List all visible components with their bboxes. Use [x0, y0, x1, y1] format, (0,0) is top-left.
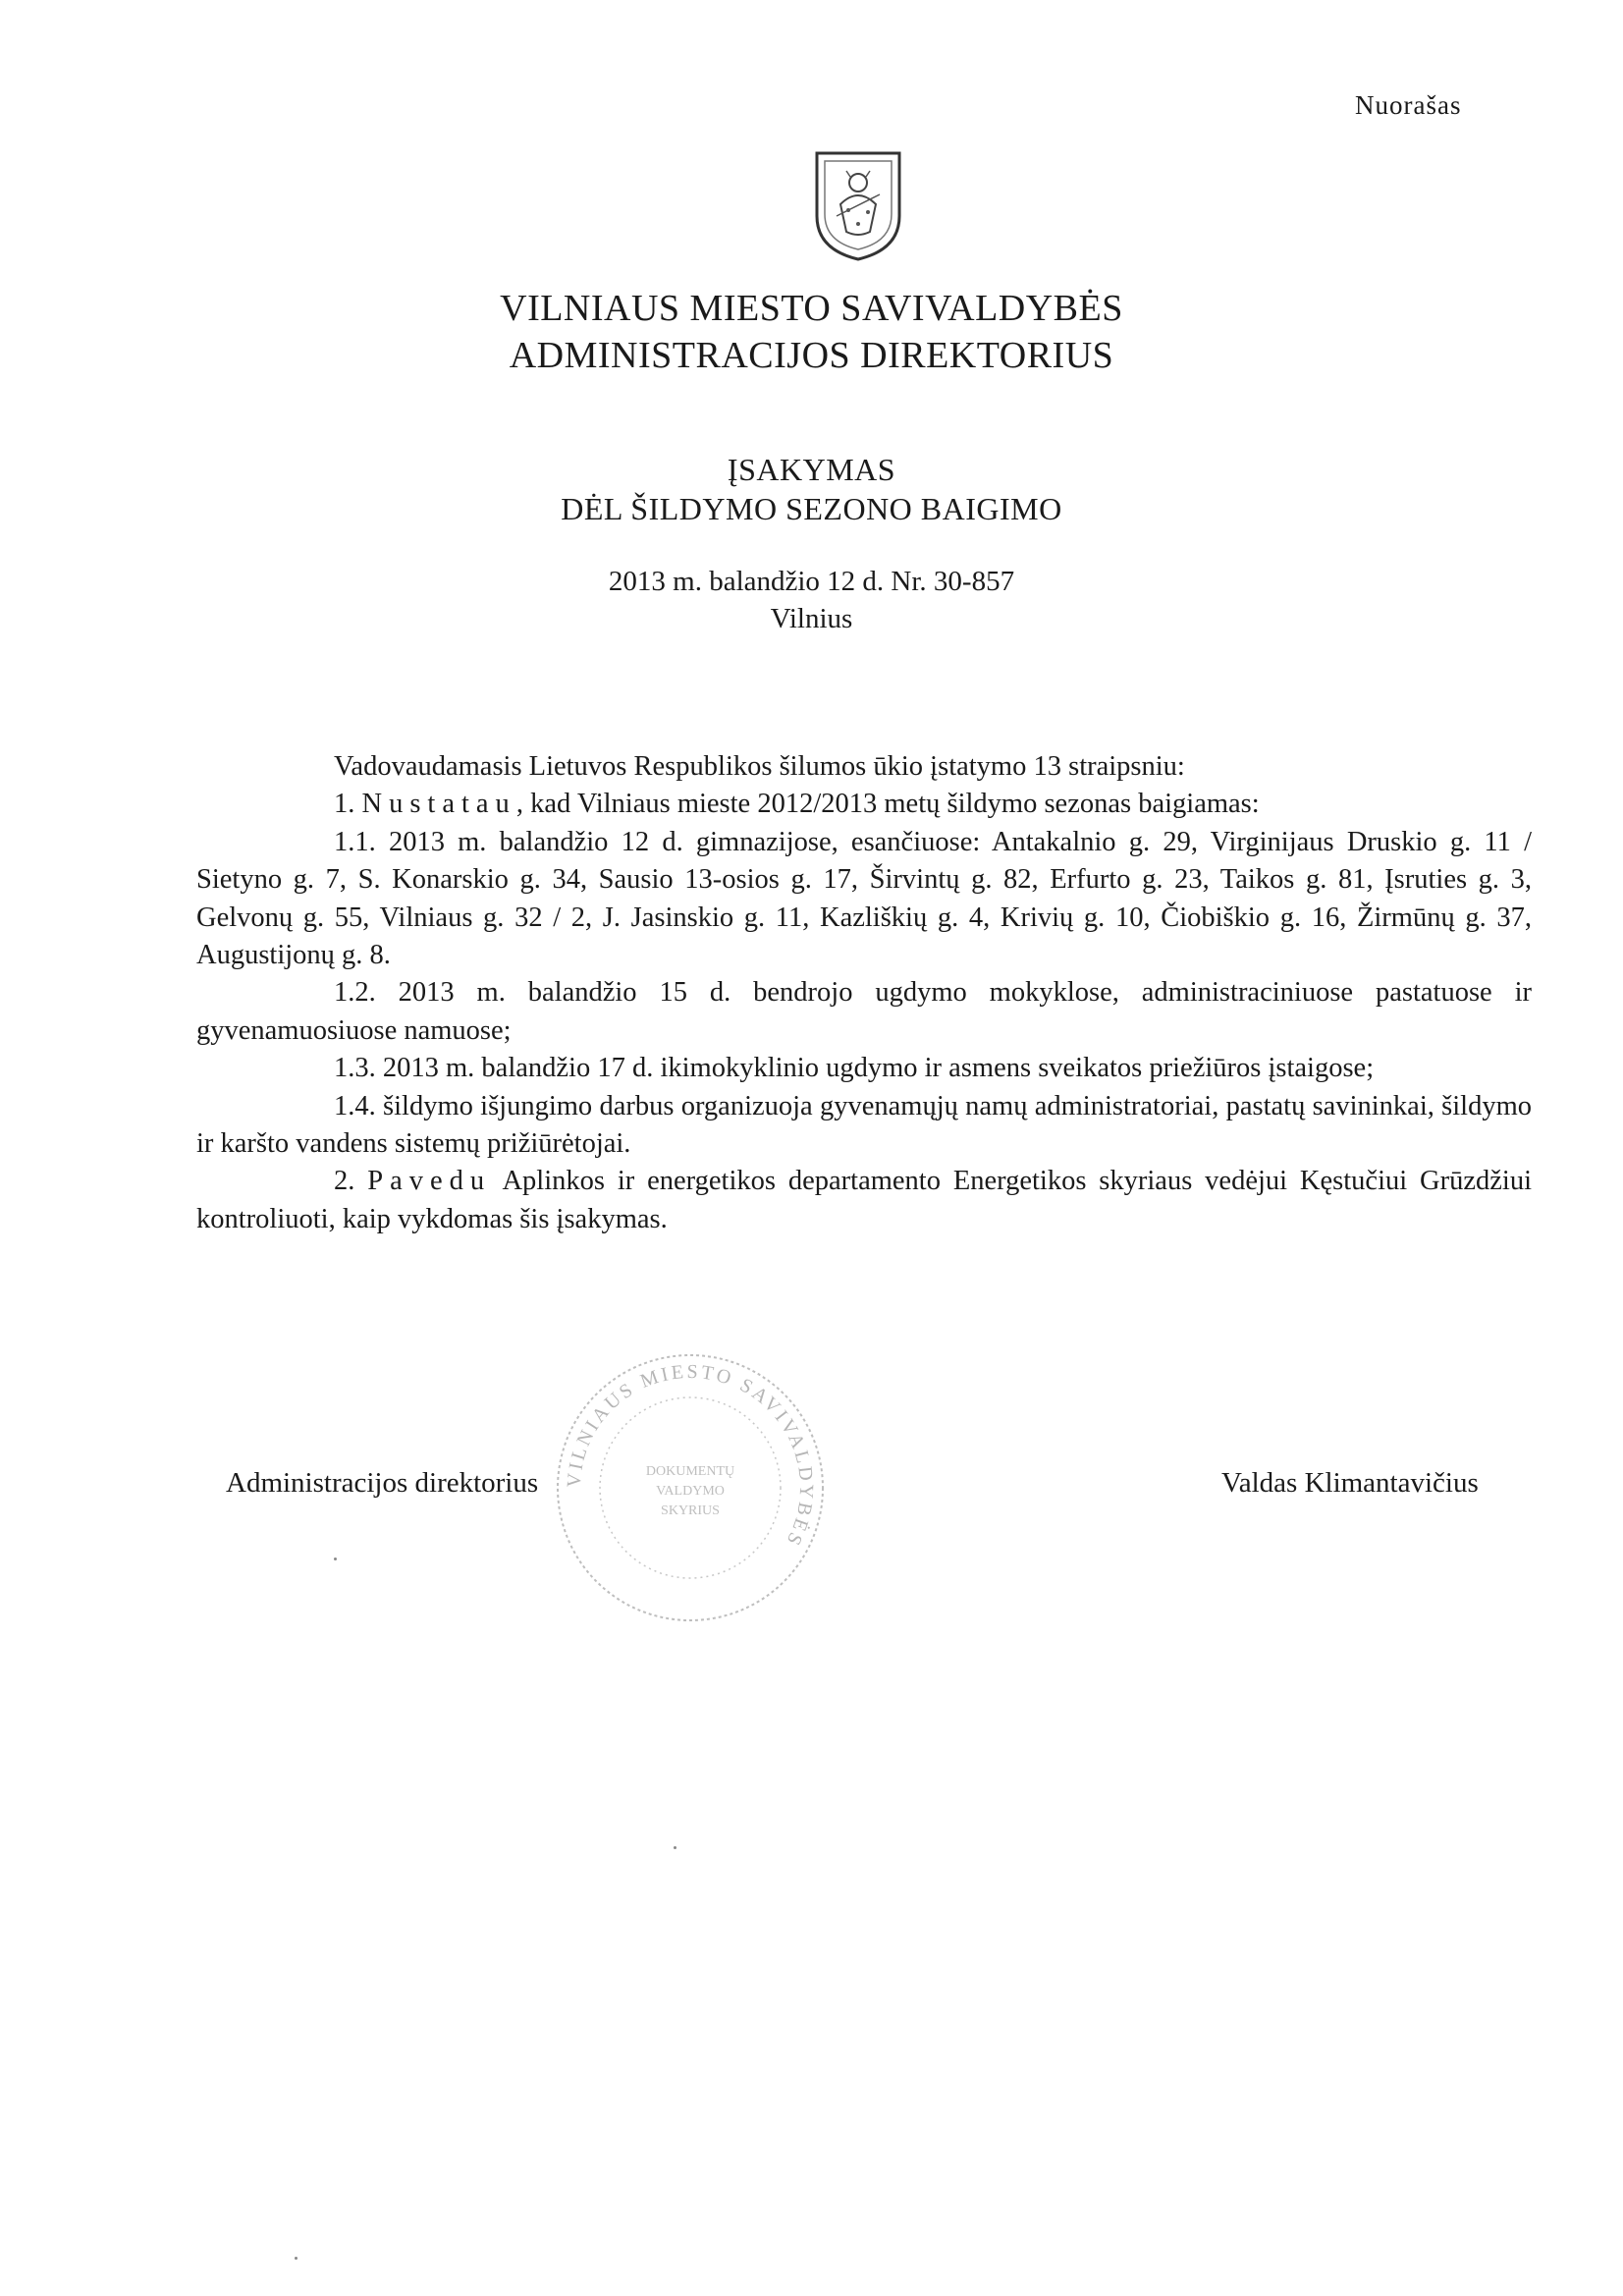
- scan-speck: [674, 1846, 676, 1849]
- signatory-position: Administracijos direktorius: [226, 1467, 539, 1499]
- stamp-center-line-1: DOKUMENTŲ: [645, 1464, 735, 1479]
- paragraph-1-4: 1.4. šildymo išjungimo darbus organizuoja gyvenamųjų namų administratoriai, pastatų savininkai, šildymo ir karšto vandens sistemų prižiūrėtojai.: [196, 1090, 1532, 1160]
- stamp-ring-text: VILNIAUS MIESTO SAVIVALDYBĖS: [563, 1360, 818, 1552]
- document-body: [196, 748, 1532, 1238]
- document-date-number: 2013 m. balandžio 12 d. Nr. 30-857: [608, 566, 1015, 597]
- official-stamp: [548, 1345, 833, 1630]
- paragraph-1-keyword: Nustatau: [361, 789, 516, 820]
- paragraph-1-1: 1.1. 2013 m. balandžio 12 d. gimnazijose, esančiuose: Antakalnio g. 29, Virginijaus Druskio g. 11 / Sietyno g. 7, S. Konarskio g. 34, Sausio 13-osios g. 17, Širvintų g. 82, Erfurto g. 23, Taikos g. 81, Įsruties g. 3, Gelvonų g. 55, Vilniaus g. 32 / 2, J. Jasinskio g. 11, Kazliškių g. 4, Krivių g. 10, Čiobiškio g. 16, Žirmūnų g. 37, Augustijonų g. 8.: [196, 826, 1532, 971]
- stamp-center-line-2: VALDYMO: [656, 1484, 725, 1499]
- scan-speck: [334, 1558, 337, 1560]
- document-type: ĮSAKYMAS: [727, 452, 896, 487]
- copy-mark: Nuorašas: [1355, 90, 1462, 120]
- paragraph-2-number: 2.: [334, 1166, 368, 1197]
- paragraph-1: [196, 786, 1532, 823]
- scan-speck: [295, 2257, 298, 2260]
- paragraph-1-3: 1.3. 2013 m. balandžio 17 d. ikimokyklinio ugdymo ir asmens sveikatos priežiūros įstaigose;: [334, 1053, 1375, 1084]
- paragraph-2-text: Aplinkos ir energetikos departamento Energetikos skyriaus vedėjui Kęstučiui Grūzdžiui kontroliuoti, kaip vykdomas šis įsakymas.: [196, 1166, 1532, 1234]
- paragraph-1-number: 1.: [334, 789, 362, 820]
- paragraph-2-keyword: Pavedu: [367, 1166, 492, 1197]
- organization-line-1: VILNIAUS MIESTO SAVIVALDYBĖS: [500, 288, 1123, 329]
- document-place: Vilnius: [770, 603, 853, 634]
- paragraph-2: [196, 1163, 1532, 1238]
- signatory-name: Valdas Klimantavičius: [1221, 1467, 1479, 1499]
- stamp-center-line-3: SKYRIUS: [661, 1503, 720, 1518]
- coat-of-arms-icon: [811, 147, 905, 263]
- organization-line-2: ADMINISTRACIJOS DIREKTORIUS: [509, 335, 1114, 376]
- paragraph-1-2: 1.2. 2013 m. balandžio 15 d. bendrojo ugdymo mokyklose, administraciniuose pastatuose ir gyvenamuosiuose namuose;: [196, 977, 1532, 1046]
- paragraph-1-text: , kad Vilniaus mieste 2012/2013 metų šildymo sezonas baigiamas:: [515, 789, 1260, 820]
- document-subject: DĖL ŠILDYMO SEZONO BAIGIMO: [561, 491, 1062, 526]
- intro-paragraph: Vadovaudamasis Lietuvos Respublikos šilumos ūkio įstatymo 13 straipsniu:: [334, 751, 1185, 782]
